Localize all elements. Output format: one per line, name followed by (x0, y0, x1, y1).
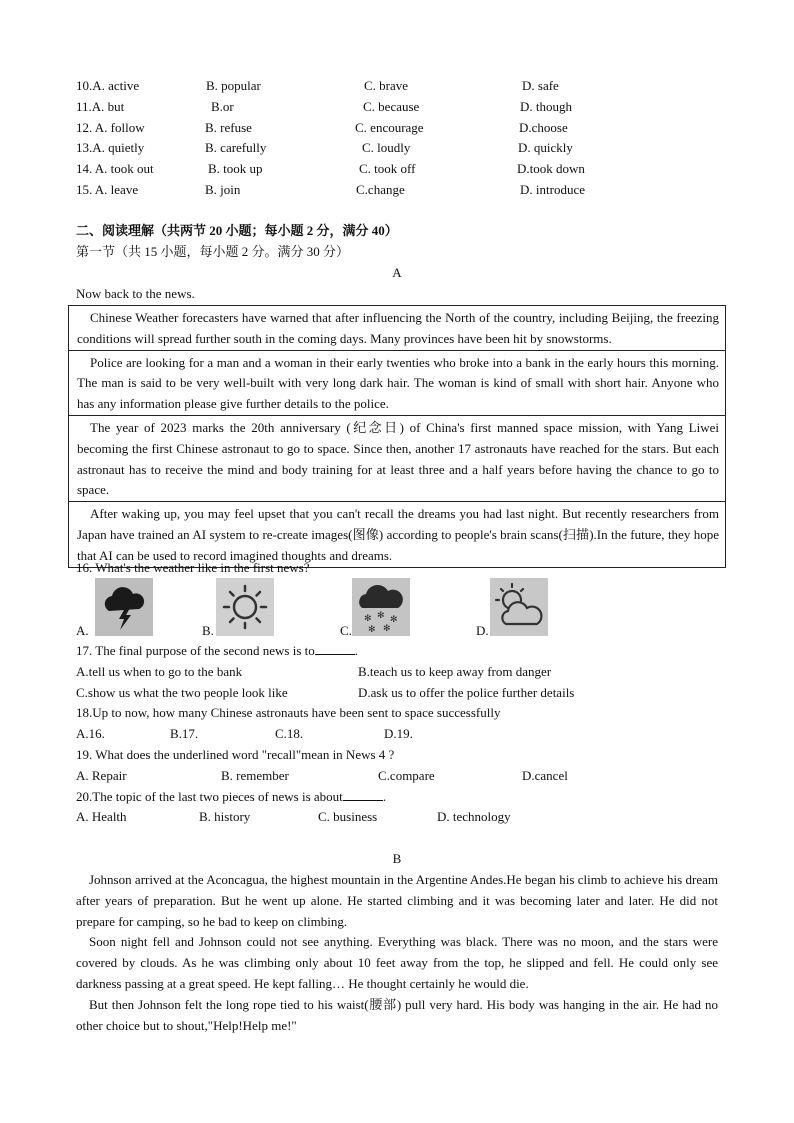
question-20: 20.The topic of the last two pieces of news is about . (76, 789, 387, 804)
option-row: C.show us what the two people look like D.ask us to offer the police further details (76, 685, 575, 700)
passage-a-intro: Now back to the news. (76, 286, 195, 301)
sunny-icon (216, 578, 274, 636)
news-item: Chinese Weather forecasters have warned that after influencing the North of the country, including Beijing, the freezing conditions will spread further south in the coming days. Many provinces have been hit by snowstorms. (69, 306, 725, 351)
answer-blank (343, 787, 383, 801)
passage-b-paragraph: But then Johnson felt the long rope tied to his waist(腰部) pull very hard. His body was hanging in the air. He had no other choice but to shout,"Help!Help me!" (76, 997, 718, 1033)
option-label: C. (340, 623, 352, 638)
option-row: 10.A. active B. popular C. brave D. safe (76, 78, 559, 93)
question-17: 17. The final purpose of the second news is to . (76, 643, 359, 658)
answer-blank (315, 641, 355, 655)
section-title: 二、阅读理解（共两节 20 小题；每小题 2 分，满分 40） (76, 223, 398, 238)
news-item: The year of 2023 marks the 20th anniversary (纪念日) of China's first manned space mission, with Yang Liwei becoming the first Chinese astronaut to go to space. Since then, another 17 astronauts have reached for the stars. But each astronaut has to receive the mind and body training for at least three and a half years before having the chance to go to space. (69, 416, 725, 502)
passage-a-label: A (392, 265, 402, 280)
option-label: B. (202, 623, 214, 638)
news-item: After waking up, you may feel upset that you can't recall the dreams you had last night. But recently researchers from Japan have trained an AI system to re-create images(图像) according to people's brain scans(扫描).In the future, they hope that AI can be used to record imagined thoughts and dreams. (77, 506, 719, 563)
option-row: A. Health B. history C. business D. technology (76, 809, 511, 824)
snowy-cloud-icon (352, 578, 410, 636)
option-row: 11.A. but B.or C. because D. though (76, 99, 572, 114)
option-row: A.16. B.17. C.18. D.19. (76, 726, 413, 741)
option-label: D. (476, 623, 489, 638)
option-row: 14. A. took out B. took up C. took off D.took down (76, 161, 585, 176)
option-row: 12. A. follow B. refuse C. encourage D.choose (76, 120, 568, 135)
question-19: 19. What does the underlined word "recall"mean in News 4 ? (76, 747, 395, 762)
option-row: 13.A. quietly B. carefully C. loudly D. quickly (76, 140, 573, 155)
part-title: 第一节（共 15 小题，每小题 2 分。满分 30 分） (76, 244, 350, 259)
svg-text:✻: ✻ (368, 625, 376, 635)
option-row: 15. A. leave B. join C.change D. introduce (76, 182, 585, 197)
passage-b-label: B (392, 851, 402, 866)
news-table (68, 305, 726, 568)
news-item: Police are looking for a man and a woman in their early twenties who broke into a bank in the early hours this morning. The man is said to be very well-built with very long dark hair. The woman is kind of small with short hair. Anyone who has any information please give further details to the police. (69, 351, 725, 416)
svg-text:✻: ✻ (383, 624, 391, 634)
partly-cloudy-icon (490, 578, 548, 636)
question-18: 18.Up to now, how many Chinese astronauts have been sent to space successfully (76, 705, 501, 720)
passage-b-paragraph: Johnson arrived at the Aconcagua, the highest mountain in the Argentine Andes.He began his climb to achieve his dream after years of preparation. But he went up alone. He started climbing and it was becoming later and later. He did not prepare for camping, so he bad to keep on climbing. (76, 872, 718, 929)
option-label: A. (76, 623, 89, 638)
passage-b-paragraph: Soon night fell and Johnson could not see anything. Everything was black. There was no moon, and the stars were covered by clouds. As he was climbing only about 10 feet away from the top, he slipped and fell. He could only see darkness passing at a great speed. He kept falling… He thought certainly he would die. (76, 934, 718, 991)
stormy-thunder-icon (95, 578, 153, 636)
svg-text:✻: ✻ (377, 611, 385, 621)
svg-text:✻: ✻ (390, 615, 398, 625)
question-16: 16. What's the weather like in the first news? (76, 560, 310, 575)
svg-text:✻: ✻ (364, 614, 372, 624)
option-row: A. Repair B. remember C.compare D.cancel (76, 768, 568, 783)
option-row: A.tell us when to go to the bank B.teach us to keep away from danger (76, 664, 552, 679)
